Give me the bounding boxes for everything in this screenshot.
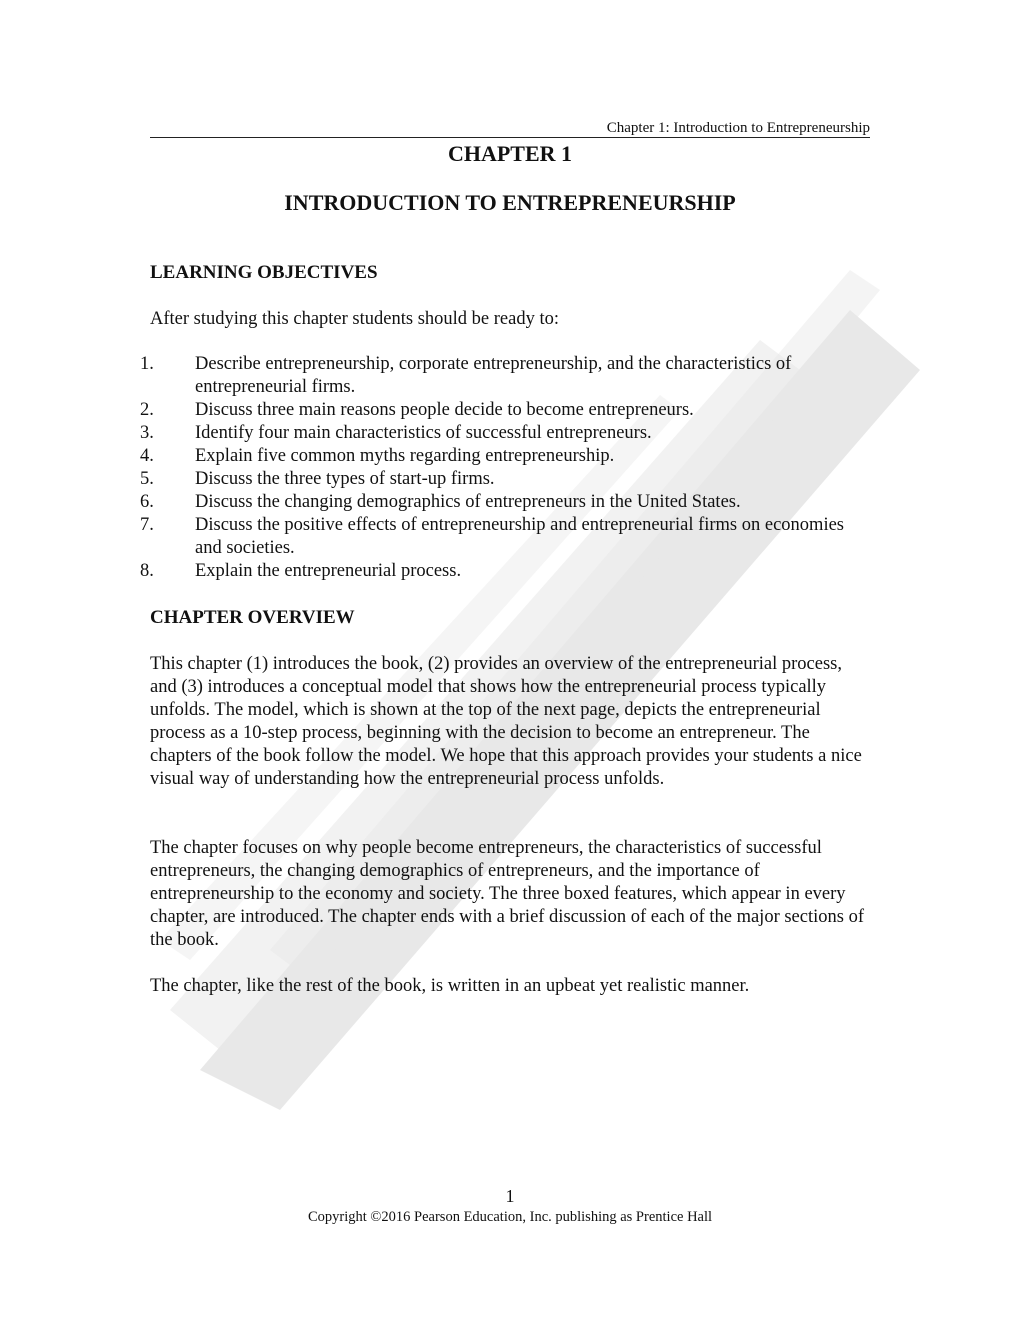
list-item [140,560,870,583]
list-item-text: Discuss the changing demographics of entrepreneurs in the United States. [195,492,741,512]
list-item [140,491,870,514]
list-item-text: Describe entrepreneurship, corporate entrepreneurship, and the characteristics of entrepreneurial firms. [195,354,792,397]
list-item-number: 8. [140,561,154,581]
list-item-text: Discuss the three types of start-up firms. [195,469,495,489]
list-item-number: 7. [140,515,154,535]
list-item-number: 2. [140,400,154,420]
list-item-number: 3. [140,423,154,443]
copyright-notice: Copyright ©2016 Pearson Education, Inc. publishing as Prentice Hall [307,1209,713,1225]
list-item-text: Explain five common myths regarding entrepreneurship. [195,446,615,466]
list-item-text: Discuss the positive effects of entrepreneurship and entrepreneurial firms on economies and societies. [195,515,844,558]
page-number: 1 [505,1186,515,1206]
list-item-number: 6. [140,492,154,512]
overview-paragraph-1: This chapter (1) introduces the book, (2) provides an overview of the entrepreneurial process, and (3) introduces a conceptual model that shows how the entrepreneurial process typically unfolds. The model, which is shown at the top of the next page, depicts the entrepreneurial process as a 10-step process, beginning with the decision to become an entrepreneur. The chapters of the book follow the model. We hope that this approach provides your students a nice visual way of understanding how the entrepreneurial process unfolds. [150,654,862,789]
list-item [140,514,870,560]
list-item-text: Discuss three main reasons people decide to become entrepreneurs. [195,400,694,420]
overview-paragraph-3: The chapter, like the rest of the book, is written in an upbeat yet realistic manner. [150,976,750,996]
chapter-number: CHAPTER 1 [447,141,573,166]
chapter-title: INTRODUCTION TO ENTREPRENEURSHIP [284,190,736,215]
list-item-number: 5. [140,469,154,489]
list-item-number: 1. [140,354,154,374]
list-item [140,422,870,445]
list-item-text: Identify four main characteristics of successful entrepreneurs. [195,423,652,443]
chapter-overview-heading: CHAPTER OVERVIEW [150,607,355,628]
list-item-text: Explain the entrepreneurial process. [195,561,462,581]
objectives-list [140,353,870,583]
running-head: Chapter 1: Introduction to Entrepreneurship [150,120,870,138]
objectives-intro: After studying this chapter students should be ready to: [150,309,559,329]
list-item-number: 4. [140,446,154,466]
list-item [140,445,870,468]
list-item [140,468,870,491]
list-item [140,399,870,422]
overview-paragraph-2: The chapter focuses on why people become entrepreneurs, the characteristics of successful entrepreneurs, the changing demographics of entrepreneurs, and the importance of entrepreneurship to the economy and society. The three boxed features, which appear in every chapter, are introduced. The chapter ends with a brief discussion of each of the major sections of the book. [150,838,864,950]
learning-objectives-heading: LEARNING OBJECTIVES [150,262,378,283]
list-item [140,353,870,399]
